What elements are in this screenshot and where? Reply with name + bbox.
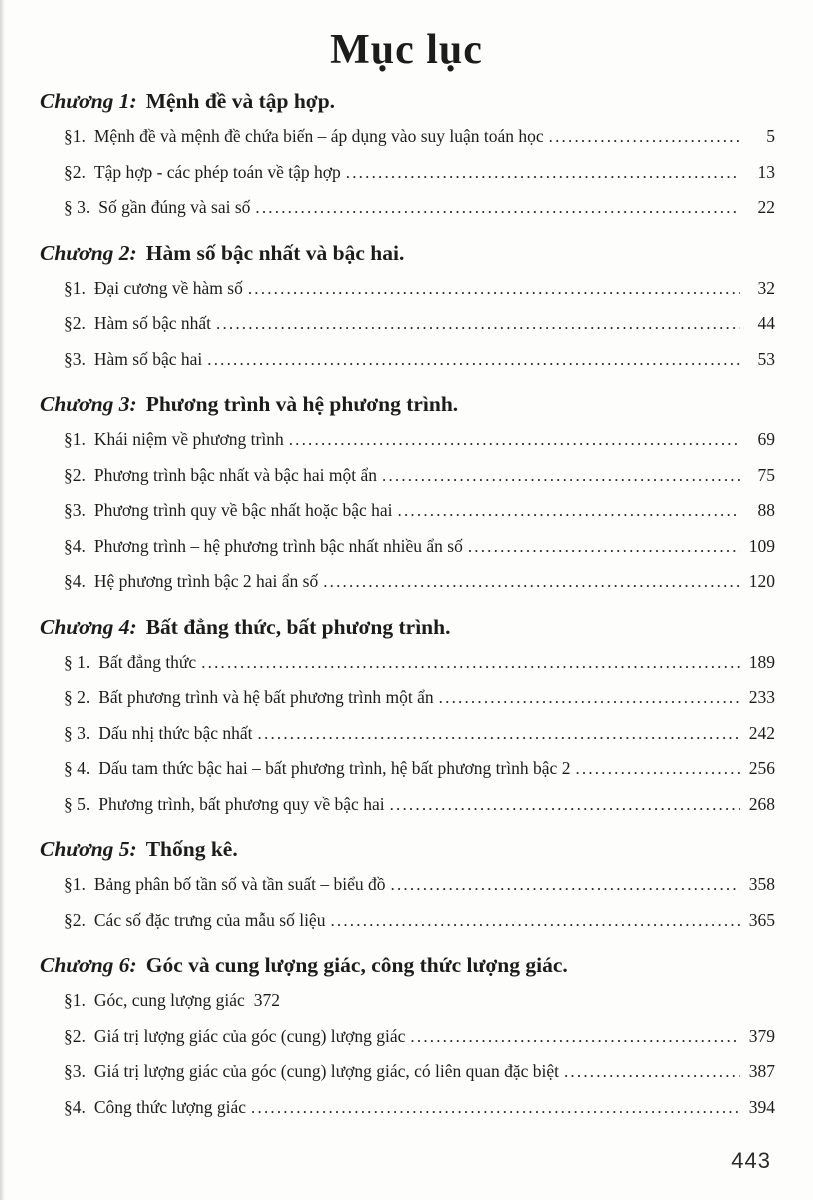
item-title: Phương trình, bất phương quy về bậc hai — [98, 793, 385, 814]
chapter-heading — [40, 239, 775, 268]
section-marker: § 1. — [64, 651, 91, 672]
section-marker: §3. — [64, 500, 86, 521]
dot-leader — [410, 1019, 740, 1055]
section-marker: §1. — [64, 429, 86, 450]
dot-leader — [207, 342, 740, 378]
item-page-number: 233 — [748, 687, 775, 708]
item-page-number: 379 — [748, 1025, 775, 1046]
chapter-label: Chương 5: — [40, 837, 137, 862]
item-title: Mệnh đề và mệnh đề chứa biến – áp dụng vào suy luận toán học — [93, 126, 544, 147]
item-title: Công thức lượng giác — [93, 1096, 247, 1117]
dot-leader — [255, 190, 740, 226]
item-title: Dấu nhị thức bậc nhất — [98, 722, 253, 743]
toc-item — [64, 458, 775, 494]
chapters — [0, 87, 813, 1125]
dot-leader — [289, 422, 740, 458]
toc-item — [64, 787, 775, 823]
item-title: Số gần đúng và sai số — [98, 197, 251, 218]
dot-leader — [391, 867, 741, 903]
dot-leader — [390, 787, 740, 823]
section-marker: §2. — [64, 909, 86, 930]
item-title: Phương trình – hệ phương trình bậc nhất nhiều ẩn số — [93, 535, 463, 556]
item-page-number: 256 — [748, 758, 775, 779]
item-title: Hàm số bậc hai — [93, 348, 203, 369]
item-page-number: 372 — [253, 990, 281, 1011]
chapter-heading — [40, 613, 775, 642]
dot-leader — [216, 306, 740, 342]
chapter-label: Chương 3: — [40, 392, 137, 417]
item-title: Giá trị lượng giác của góc (cung) lượng giác — [93, 1025, 406, 1046]
dot-leader — [575, 751, 740, 787]
toc-item — [64, 493, 775, 529]
toc-item — [64, 867, 775, 903]
toc-item — [64, 190, 775, 226]
item-title: Các số đặc trưng của mẫu số liệu — [93, 909, 326, 930]
toc-item — [64, 903, 775, 939]
item-page-number: 109 — [748, 535, 775, 556]
item-page-number: 88 — [757, 500, 775, 521]
toc-item — [64, 422, 775, 458]
item-page-number: 268 — [748, 793, 775, 814]
dot-leader — [201, 645, 740, 681]
section-marker: § 5. — [64, 793, 91, 814]
item-page-number: 120 — [748, 571, 775, 592]
toc-item — [64, 983, 775, 1019]
toc-item — [64, 1019, 775, 1055]
section-marker: §4. — [64, 535, 86, 556]
section-marker: §4. — [64, 571, 86, 592]
item-page-number: 387 — [748, 1061, 775, 1082]
item-page-number: 242 — [748, 722, 775, 743]
section-marker: §1. — [64, 874, 86, 895]
section-marker: §1. — [64, 990, 86, 1011]
toc-item — [64, 529, 775, 565]
dot-leader — [439, 680, 740, 716]
page-title: Mục lục — [330, 27, 483, 73]
chapter-heading — [40, 835, 775, 864]
item-page-number: 22 — [757, 197, 775, 218]
dot-leader — [564, 1054, 740, 1090]
section-marker: §1. — [64, 126, 86, 147]
toc-item — [64, 680, 775, 716]
section-marker: §1. — [64, 277, 86, 298]
toc-item — [64, 271, 775, 307]
dot-leader — [258, 716, 740, 752]
chapter-heading — [40, 951, 775, 980]
dot-leader — [346, 155, 740, 191]
toc-item — [64, 645, 775, 681]
toc-item — [64, 1054, 775, 1090]
dot-leader — [251, 1090, 740, 1126]
toc-item — [64, 119, 775, 155]
dot-leader — [398, 493, 740, 529]
section-marker: § 4. — [64, 758, 91, 779]
section-marker: § 3. — [64, 722, 91, 743]
chapter-title: Hàm số bậc nhất và bậc hai. — [145, 240, 405, 265]
item-title: Tập hợp - các phép toán về tập hợp — [93, 161, 341, 182]
item-title: Bất đẳng thức — [98, 651, 197, 672]
chapter-title: Thống kê. — [145, 837, 238, 862]
dot-leader — [330, 903, 740, 939]
item-title: Hàm số bậc nhất — [93, 313, 211, 334]
item-title: Bảng phân bố tần số và tần suất – biểu đồ — [93, 874, 386, 895]
item-title: Phương trình bậc nhất và bậc hai một ẩn — [93, 464, 377, 485]
item-page-number: 358 — [748, 874, 775, 895]
section-marker: §3. — [64, 1061, 86, 1082]
toc-item — [64, 716, 775, 752]
toc-item — [64, 751, 775, 787]
item-title: Đại cương về hàm số — [93, 277, 243, 298]
chapter-heading — [40, 87, 775, 116]
section-marker: § 3. — [64, 197, 91, 218]
page-number: 443 — [731, 1148, 771, 1173]
item-title: Hệ phương trình bậc 2 hai ẩn số — [93, 571, 319, 592]
toc-item — [64, 342, 775, 378]
chapter-label: Chương 2: — [40, 240, 137, 265]
section-marker: §3. — [64, 348, 86, 369]
dot-leader — [549, 119, 740, 155]
section-marker: §4. — [64, 1096, 86, 1117]
item-page-number: 13 — [757, 161, 775, 182]
item-page-number: 32 — [757, 277, 775, 298]
chapter-title: Phương trình và hệ phương trình. — [145, 392, 459, 417]
item-page-number: 365 — [748, 909, 775, 930]
item-page-number: 44 — [757, 313, 775, 334]
chapter-title: Mệnh đề và tập hợp. — [145, 89, 336, 114]
item-title: Giá trị lượng giác của góc (cung) lượng giác, có liên quan đặc biệt — [93, 1061, 559, 1082]
section-marker: §2. — [64, 313, 86, 334]
chapter-label: Chương 6: — [40, 953, 137, 978]
section-marker: §2. — [64, 464, 86, 485]
toc-item — [64, 306, 775, 342]
item-page-number: 189 — [748, 651, 775, 672]
chapter-label: Chương 4: — [40, 614, 137, 639]
chapter-title: Góc và cung lượng giác, công thức lượng giác. — [145, 953, 568, 978]
dot-leader — [323, 564, 740, 600]
item-page-number: 75 — [757, 464, 775, 485]
chapter-title: Bất đẳng thức, bất phương trình. — [145, 614, 451, 639]
item-page-number: 394 — [748, 1096, 775, 1117]
item-title: Phương trình quy về bậc nhất hoặc bậc hai — [93, 500, 393, 521]
item-title: Góc, cung lượng giác — [93, 990, 245, 1011]
dot-leader — [468, 529, 740, 565]
item-page-number: 53 — [757, 348, 775, 369]
chapter-label: Chương 1: — [40, 89, 137, 114]
chapter-heading — [40, 390, 775, 419]
section-marker: §2. — [64, 1025, 86, 1046]
dot-leader — [248, 271, 740, 307]
item-title: Bất phương trình và hệ bất phương trình một ẩn — [98, 687, 434, 708]
toc-item — [64, 1090, 775, 1126]
section-marker: §2. — [64, 161, 86, 182]
item-page-number: 69 — [757, 429, 775, 450]
toc-item — [64, 564, 775, 600]
item-page-number: 5 — [766, 126, 775, 147]
toc-item — [64, 155, 775, 191]
dot-leader — [382, 458, 740, 494]
item-title: Khái niệm về phương trình — [93, 429, 284, 450]
section-marker: § 2. — [64, 687, 91, 708]
item-title: Dấu tam thức bậc hai – bất phương trình, hệ bất phương trình bậc 2 — [98, 758, 571, 779]
